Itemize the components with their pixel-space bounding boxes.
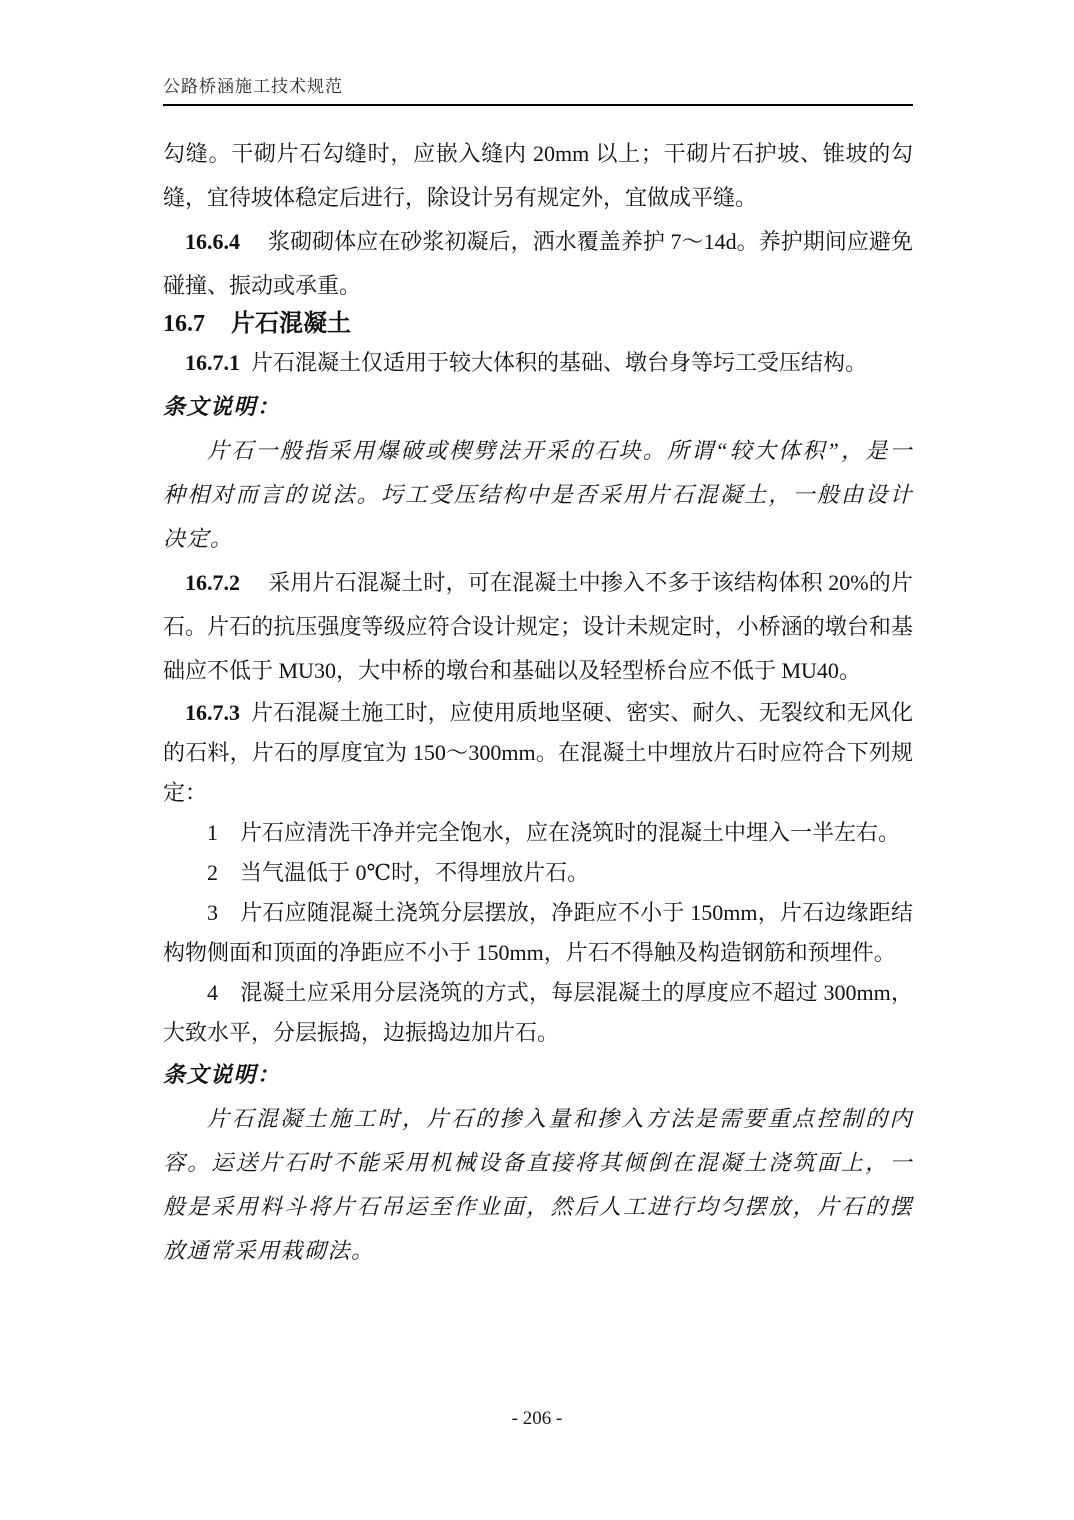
- section-heading-16-7: [163, 308, 913, 341]
- list-item-4-text: 混凝土应采用分层浇筑的方式，每层混凝土的厚度应不超过 300mm，大致水平，分层振捣，边振捣边加片石。: [163, 980, 913, 1045]
- note-paragraph-2: 片石混凝土施工时，片石的掺入量和掺入方法是需要重点控制的内容。运送片石时不能采用机械设备直接将其倾倒在混凝土浇筑面上，一般是采用料斗将片石吊运至作业面，然后人工进行均匀摆放，片石的摆放通常采用栽砌法。: [163, 1106, 913, 1263]
- section-heading-number: 16.7: [163, 311, 205, 337]
- clause-16-7-1-text: 片石混凝土仅适用于较大体积的基础、墩台身等圬工受压结构。: [251, 350, 868, 375]
- clause-16-7-2: [163, 561, 913, 693]
- page-body: [163, 0, 913, 1273]
- clause-16-7-3: [163, 693, 913, 813]
- clause-16-7-2-text: 采用片石混凝土时，可在混凝土中掺入不多于该结构体积 20%的片石。片石的抗压强度等级应符合设计规定；设计未规定时，小桥涵的墩台和基础应不低于 MU30，大中桥的墩台和基础以及轻型桥台应不低于 MU40。: [163, 570, 913, 683]
- clause-16-6-4: [163, 220, 913, 308]
- list-item-1: [163, 813, 913, 853]
- paragraph-continuation: 勾缝。干砌片石勾缝时，应嵌入缝内 20mm 以上；干砌片石护坡、锥坡的勾缝，宜待坡体稳定后进行，除设计另有规定外，宜做成平缝。: [163, 141, 913, 210]
- list-item-3: [163, 893, 913, 973]
- notes-label-2: 条文说明：: [163, 1062, 281, 1087]
- list-item-3-number: 3: [207, 900, 218, 925]
- notes-label-1: 条文说明：: [163, 394, 281, 419]
- list-item-2-number: 2: [207, 860, 218, 885]
- list-item-3-text: 片石应随混凝土浇筑分层摆放，净距应不小于 150mm，片石边缘距结构物侧面和顶面的净距应不小于 150mm，片石不得触及构造钢筋和预埋件。: [163, 900, 913, 965]
- running-header-title: 公路桥涵施工技术规范: [163, 77, 343, 96]
- clause-16-7-2-number: 16.7.2: [185, 570, 240, 595]
- list-item-4-number: 4: [207, 980, 218, 1005]
- list-item-2-text: 当气温低于 0℃时，不得埋放片石。: [240, 860, 590, 885]
- list-item-1-number: 1: [207, 820, 218, 845]
- section-heading-title: 片石混凝土: [231, 311, 351, 337]
- clause-16-6-4-text: 浆砌砌体应在砂浆初凝后，洒水覆盖养护 7～14d。养护期间应避免碰撞、振动或承重。: [163, 229, 913, 298]
- list-item-1-text: 片石应清洗干净并完全饱水，应在浇筑时的混凝土中埋入一半左右。: [240, 820, 901, 845]
- list-item-2: [163, 853, 913, 893]
- list-item-4: [163, 973, 913, 1053]
- clause-16-7-3-number: 16.7.3: [185, 700, 240, 725]
- page-number: - 206 -: [511, 1408, 563, 1429]
- clause-16-7-1-number: 16.7.1: [185, 350, 240, 375]
- clause-16-6-4-number: 16.6.4: [185, 229, 240, 254]
- clause-16-7-3-text: 片石混凝土施工时，应使用质地坚硬、密实、耐久、无裂纹和无风化的石料，片石的厚度宜为 150～300mm。在混凝土中埋放片石时应符合下列规定：: [163, 700, 913, 805]
- note-paragraph-1: 片石一般指采用爆破或楔劈法开采的石块。所谓“较大体积”，是一种相对而言的说法。圬工受压结构中是否采用片石混凝土，一般由设计决定。: [163, 438, 913, 551]
- clause-16-7-1: [163, 341, 913, 385]
